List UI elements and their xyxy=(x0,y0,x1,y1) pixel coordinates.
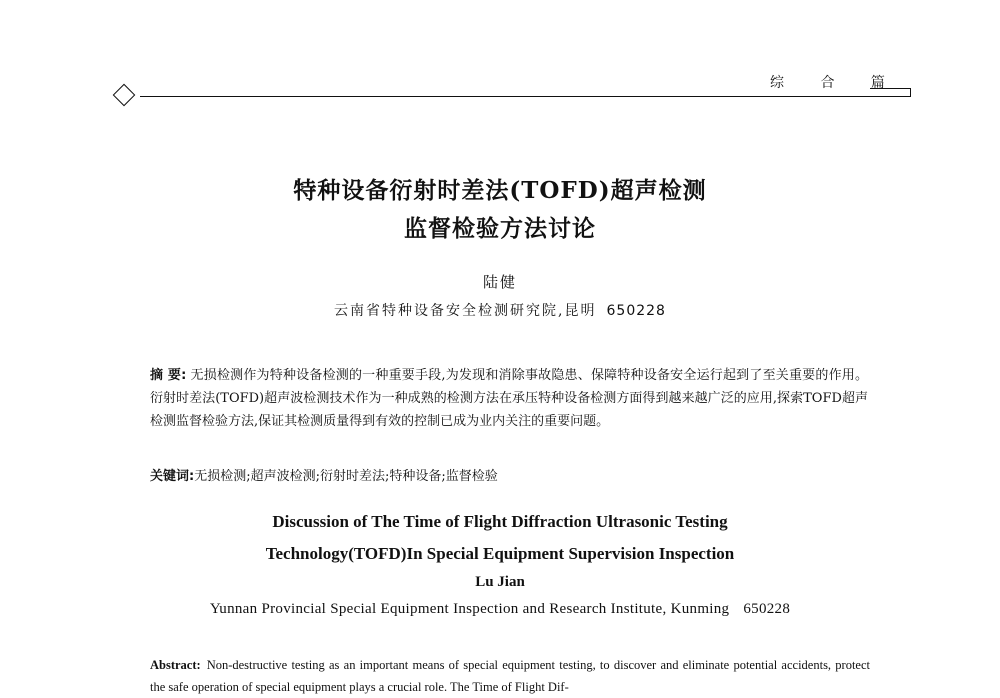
english-title-line2: Technology(TOFD)In Special Equipment Supervision Inspection xyxy=(265,544,735,563)
english-title-line1: Discussion of The Time of Flight Diffraction Ultrasonic Testing xyxy=(272,512,728,531)
english-affiliation-text: Yunnan Provincial Special Equipment Inspection and Research Institute, Kunming xyxy=(209,601,730,617)
english-abstract-label: Abstract: xyxy=(150,658,201,672)
chinese-postcode: 650228 xyxy=(606,303,666,319)
chinese-author: 陆健 xyxy=(482,273,517,291)
english-abstract-text: Non-destructive testing as an important means of special equipment testing, to discover and eliminate potential accidents, protect the safe operation of special equipment plays a crucial role. The Time of Flight Dif- xyxy=(150,658,870,694)
english-author: Lu Jian xyxy=(475,574,525,590)
chinese-keywords xyxy=(150,465,498,484)
chinese-abstract-label: 摘 要: xyxy=(150,368,187,383)
english-abstract xyxy=(150,654,870,698)
english-affiliation xyxy=(0,601,1000,618)
chinese-keywords-text: 无损检测;超声波检测;衍射时差法;特种设备;监督检验 xyxy=(194,469,498,484)
chinese-abstract-text: 无损检测作为特种设备检测的一种重要手段,为发现和消除事故隐患、保障特种设备安全运行起到了至关重要的作用。衍射时差法(TOFD)超声波检测技术作为一种成熟的检测方法在承压特种设备检测方面得到越来越广泛的应用,探索TOFD超声检测监督检验方法,保证其检测质量得到有效的控制已成为业内关注的重要问题。 xyxy=(150,368,868,429)
chinese-abstract xyxy=(150,364,868,433)
chinese-affiliation-text: 云南省特种设备安全检测研究院,昆明 xyxy=(334,303,597,319)
header-rule xyxy=(140,96,910,97)
chinese-title-line2: 监督检验方法讨论 xyxy=(404,215,596,242)
english-postcode: 650228 xyxy=(743,601,791,617)
chinese-title-line1: 特种设备衍射时差法(TOFD)超声检测 xyxy=(293,177,707,204)
section-label: 综 合 篇 xyxy=(770,75,901,91)
chinese-keywords-label: 关键词: xyxy=(150,469,195,484)
chinese-affiliation xyxy=(0,300,1000,320)
header-diamond-ornament xyxy=(113,84,136,107)
